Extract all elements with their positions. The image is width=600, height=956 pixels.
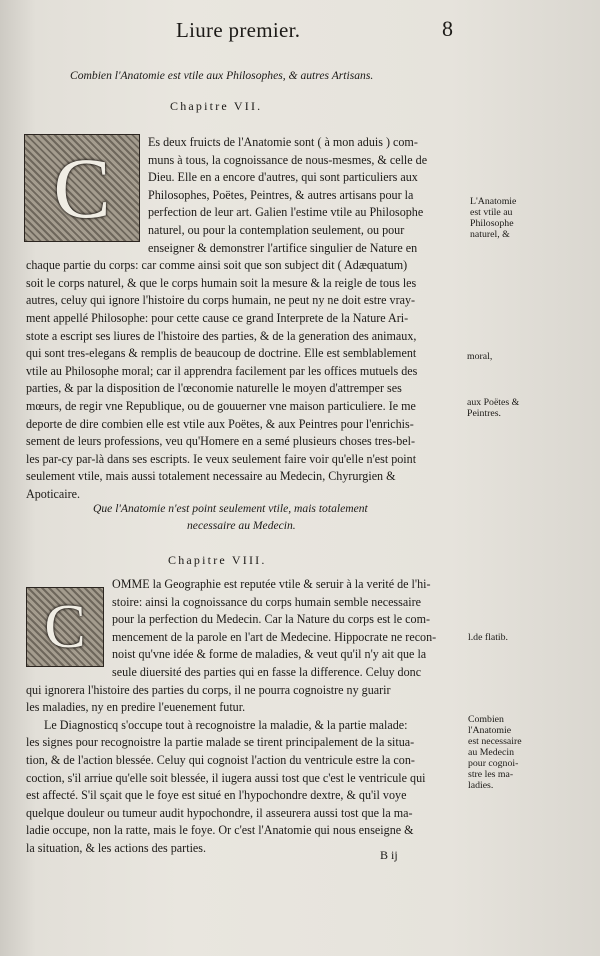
page-number: 8	[442, 16, 453, 41]
margin-note-flatib	[468, 632, 508, 643]
text-line: mencement de la parole en l'art de Medecine. Hippocrate ne recon-	[112, 629, 437, 644]
text-line: sement de leurs professions, veu qu'Homere en a semé plusieurs choses tres-bel-	[26, 434, 416, 449]
text-line: mœurs, de regir vne Republique, ou de gouuerner vne maison particuliere. Ie me	[26, 399, 416, 413]
margin-note-line: l.de flatib.	[468, 632, 508, 643]
margin-note-line: stre les ma-	[468, 769, 514, 780]
text-line: qui ignorera l'histoire des parties du corps, il ne pourra cognoistre ny guarir	[26, 682, 391, 697]
margin-note-line: L'Anatomie	[470, 196, 517, 207]
margin-note-line: est necessaire	[468, 736, 522, 747]
text-line: vtile au Philosophe moral; car il apprendra facilement par les offices mutuels des	[26, 363, 418, 378]
text-line: Es deux fruicts de l'Anatomie sont ( à mon aduis ) com-	[148, 135, 418, 149]
text-line: les signes pour recognoistre la partie malade se tirent principalement de la situa-	[26, 735, 415, 750]
margin-note-line: l'Anatomie	[468, 725, 512, 736]
text-line: enseigner & demonstrer l'artifice singulier de Nature en	[148, 240, 418, 255]
margin-note-line: ladies.	[468, 780, 494, 791]
text-line: pour la perfection du Medecin. Car la Nature du corps est le com-	[112, 612, 431, 627]
text-line: stoire: ainsi la cognoissance du corps humain semble necessaire	[112, 594, 421, 609]
text-line: Le Diagnosticq s'occupe tout à recognoistre la maladie, & la partie malade:	[44, 717, 408, 732]
text-line: les maladies, ny en predire l'euenement futur.	[26, 700, 246, 715]
margin-note-line: naturel, &	[470, 229, 510, 240]
text-line: tion, & de l'action blessée. Celuy qui cognoist l'action du ventricule estre la con-	[26, 753, 415, 767]
text-line: quelque douleur ou tumeur audit hypochondre, il asseurera aussi tost que la ma-	[26, 805, 413, 820]
text-line: stote a escript ses liures de l'histoire des parties, & de la generation des animaux,	[26, 328, 417, 343]
text-line: qui sont tres-elegans & remplis de beaucoup de doctrine. Elle est semblablement	[26, 346, 417, 361]
text-line: Philosophes, Poëtes, Peintres, & autres artisans pour la	[148, 187, 414, 202]
text-line: parties, & par la disposition de l'œconomie naturelle le moyen d'attremper ses	[26, 381, 402, 396]
text-line: OMME la Geographie est reputée vtile & seruir à la verité de l'hi-	[112, 577, 431, 591]
margin-note-poetes	[467, 397, 519, 419]
chapter-heading: Chapitre VII.	[170, 99, 263, 113]
margin-note-combien	[468, 714, 522, 791]
text-line: les par-cy par-là dans ses escripts. Ie veux seulement faire voir qu'elle n'est point	[26, 451, 417, 466]
signature-mark: B ij	[380, 848, 398, 862]
text-line: est affecté. S'il sçait que le foye est situé en l'hypochondre dextre, & qu'il voye	[26, 788, 407, 803]
margin-note-line: Peintres.	[467, 408, 502, 419]
text-line: muns à tous, la cognoissance de nous-mesmes, & celle de	[148, 152, 428, 167]
margin-note-line: Combien	[468, 714, 504, 725]
text-line: soit le corps naturel, & que le corps humain soit la mesure & la reigle de tous les	[26, 275, 417, 290]
text-line: perfection de leur art. Galien l'estime vtile au Philosophe	[148, 205, 424, 220]
text-line: ment appellé Philosophe: pour cette cause ce grand Interprete de la Nature Ari-	[26, 311, 409, 325]
margin-note-line: aux Poëtes &	[467, 397, 520, 408]
text-line: deporte de dire combien elle est vtile aux Poëtes, & aux Peintres pour l'enrichis-	[26, 416, 414, 431]
text-line: Apoticaire.	[26, 487, 81, 501]
chapter-heading: Chapitre VIII.	[168, 553, 267, 567]
text-line: noist qu'vne idée & forme de maladies, & veut qu'il n'y ait que la	[112, 647, 427, 662]
text-line: naturel, ou pour la contemplation seulement, ou pour	[148, 223, 405, 237]
text-line: seulement vtile, mais aussi totalement necessaire au Medecin, Chyrurgien &	[26, 469, 396, 484]
text-line: Dieu. Elle en a encore d'autres, qui sont particuliers aux	[148, 170, 418, 185]
text-line: autres, celuy qui ignore l'histoire du corps humain, ne peut ny ne doit estre vray-	[26, 293, 416, 308]
text-line: ladie occupe, non la ratte, mais le foye. Or c'est l'Anatomie qui nous enseigne &	[26, 823, 414, 838]
margin-note-moral	[467, 351, 492, 362]
margin-note-philosophe	[470, 196, 516, 240]
text-line: coction, s'il arriue qu'elle soit blessée, il iugera aussi tost que c'est le ventricule qui	[26, 770, 426, 785]
margin-note-line: moral,	[467, 351, 493, 362]
initial-letter: C	[44, 593, 86, 661]
margin-note-line: Philosophe	[470, 218, 514, 229]
text-line: chaque partie du corps: car comme ainsi soit que son subject dit ( Adæquatum)	[26, 258, 408, 273]
decorated-initial	[26, 587, 104, 667]
section-caption-line: Que l'Anatomie n'est point seulement vtile, mais totalement	[93, 502, 368, 515]
decorated-initial	[24, 134, 140, 242]
margin-note-line: pour cognoi-	[468, 758, 519, 769]
margin-note-line: est vtile au	[470, 207, 513, 218]
margin-note-line: au Medecin	[468, 747, 514, 758]
text-line: seule diuersité des parties qui en fasse la difference. Celuy donc	[112, 665, 422, 679]
section-caption: Combien l'Anatomie est vtile aux Philosophes, & autres Artisans.	[70, 69, 374, 82]
section-caption-line: necessaire au Medecin.	[187, 519, 296, 532]
running-head: Liure premier.	[176, 18, 301, 42]
text-line: la situation, & les actions des parties.	[26, 841, 207, 855]
initial-letter: C	[53, 140, 111, 236]
